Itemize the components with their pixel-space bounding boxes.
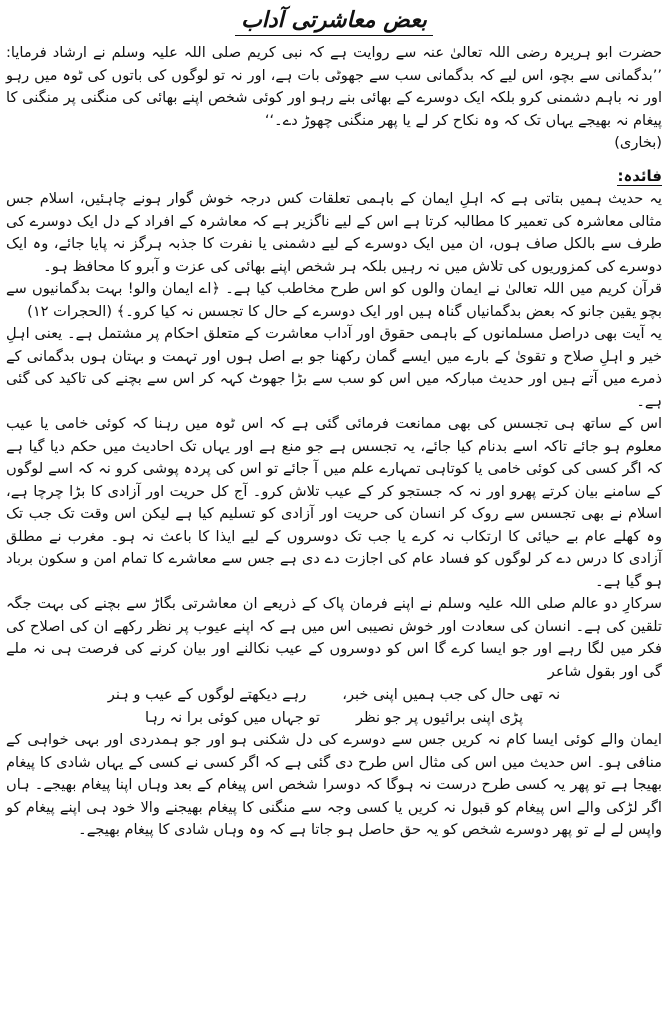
couplet-line-1-b: رہے دیکھتے لوگوں کے عیب و ہنر	[107, 686, 307, 703]
couplet-line-2-a: پڑی اپنی برائیوں پر جو نظر	[355, 709, 524, 726]
page-title: بعض معاشرتی آداب	[235, 8, 433, 36]
article-page	[6, 8, 662, 842]
couplet-line-1-a: نہ تھی حال کی جب ہمیں اپنی خبر،	[342, 686, 561, 703]
paragraph-explanation: یہ حدیث ہمیں بتاتی ہے کہ اہلِ ایمان کے باہمی تعلقات کس درجہ خوش گوار ہونے چاہئیں، اسلام جس مثالی معاشرہ کی تعمیر کا مطالبہ کرتا ہے اس کے لیے ناگزیر ہے کہ معاشرہ کے افراد کے دل ایک دوسرے کی طرف سے بالکل صاف ہوں، ان میں ایک دوسرے کے لیے دشمنی یا نفرت کا جذبہ ہرگز نہ پایا جائے، وہ ایک دوسرے کی کمزوریوں کی تلاش میں نہ رہیں بلکہ ہر شخص اپنے بھائی کی عزت و آبرو کا محافظ ہو۔	[6, 190, 662, 275]
couplet-line-2	[6, 706, 662, 729]
paragraph-quran: قرآن کریم میں اللہ تعالیٰ نے ایمان والوں کو اس طرح مخاطب کیا ہے۔ ﴿اے ایمان والو! بہت بدگمانیوں سے بچو یقین جانو کہ بعض بدگمانیاں گناہ ہیں اور ایک دوسرے کے حال کا تجسس نہ کیا کرو۔﴾ (الحجرات ۱۲)	[6, 280, 662, 320]
paragraph-verse-commentary: یہ آیت بھی دراصل مسلمانوں کے باہمی حقوق اور آداب معاشرت کے متعلق احکام پر مشتمل ہے۔ یعنی اہلِ خیر و اہلِ صلاح و تقویٰ کے بارے میں ایسے گمان رکھنا جو بے اصل ہوں اور تہمت و بہتان ہوں بدگمانی کے ذمرے میں آتے ہیں اور حدیث مبارکہ میں اس کو سب سے بڑا جھوٹ کہہ کر اس سے بچنے کی تاکید کی گئی ہے۔	[6, 325, 662, 410]
paragraph-self-reform: سرکارِ دو عالم صلی اللہ علیہ وسلم نے اپنے فرمان پاک کے ذریعے ان معاشرتی بگاڑ سے بچنے کی بہت جگہ تلقین کی ہے۔ انسان کی سعادت اور خوش نصیبی اس میں ہے کہ اپنے عیوب پر نظر رکھے ان کی اصلاح کی فکر میں لگا رہے اور جو ایسا کرے گا اس کو دوسروں کے عیب نکالنے اور بیان کرنے کی فرصت ہی نہ ملے گی اور بقول شاعر	[6, 595, 662, 680]
hadith-text: حضرت ابو ہریرہ رضی اللہ تعالیٰ عنہ سے روایت ہے کہ نبی کریم صلی اللہ علیہ وسلم نے ارشاد فرمایا: ’’بدگمانی سے بچو، اس لیے کہ بدگمانی سب سے جھوٹی بات ہے، اور نہ تو لوگوں کی باتوں کی ٹوہ میں رہو اور نہ باہم دشمنی کرو بلکہ ایک دوسرے کے بھائی بنے رہو اور کوئی شخص اپنے بھائی کی منگنی پر منگنی کا پیغام نہ بھیجے یہاں تک کہ وہ نکاح کر لے یا پھر منگنی چھوڑ دے۔‘‘	[6, 44, 662, 129]
paragraph-closing: ایمان والے کوئی ایسا کام نہ کریں جس سے دوسرے کی دل شکنی ہو اور جو ہمدردی اور بہی خواہی کے منافی ہو۔ اس حدیث میں اس کی مثال اس طرح دی گئی ہے کہ اگر کسی نے کسی کے یہاں شادی کا پیغام بھیجا ہے تو پھر یہ کسی طرح درست نہ ہوگا کہ دوسرا شخص اس پیغام کے بعد وہاں اپنا پیغام بھیجے۔ ہاں اگر لڑکی والے اس پیغام کو قبول نہ کریں یا کسی وجہ سے منگنی کا پیغام بھیجنے والا خود ہی اپنے پیغام کو واپس لے لے تو پھر دوسرے شخص کو یہ حق حاصل ہو جاتا ہے کہ وہ وہاں شادی کا پیغام بھیجے۔	[6, 731, 662, 838]
couplet-line-2-b: تو جہاں میں کوئی برا نہ رہا	[144, 709, 320, 726]
couplet-line-1	[6, 683, 662, 706]
benefit-heading: فائدہ:	[617, 167, 662, 185]
hadith-reference: (بخاری)	[614, 134, 662, 151]
paragraph-tajassus: اس کے ساتھ ہی تجسس کی بھی ممانعت فرمائی گئی ہے کہ اس ٹوہ میں رہنا کہ کوئی خامی یا عیب معلوم ہو جائے تاکہ اسے بدنام کیا جائے، یہ تجسس ہے جو منع ہے اور یہاں تک احادیث میں حکم دیا گیا ہے کہ اگر کسی کی کوئی خامی یا کوتاہی تمہارے علم میں آ جائے تو اس کی پردہ پوشی کرو نہ کہ اسے لوگوں کے سامنے بیان کرتے پھرو اور نہ کہ جستجو کر کے عیب تلاش کرو۔ آج کل حریت اور آزادی کا بڑا چرچا ہے، اسلام نے بھی تجسس سے روک کر انسان کی حریت اور آزادی کو تسلیم کیا ہے لیکن اس وقت تک جب تک وہ کھلے عام بے حیائی کا ارتکاب نہ کرے یا جب تک دوسروں کے لیے ایذا کا باعث نہ ہو۔ مغرب نے مطلق آزادی کا درس دے کر لوگوں کو فساد عام کی اجازت دے دی ہے جس سے معاشرے کا تمام امن و سکون برباد ہو گیا ہے۔	[6, 415, 662, 590]
